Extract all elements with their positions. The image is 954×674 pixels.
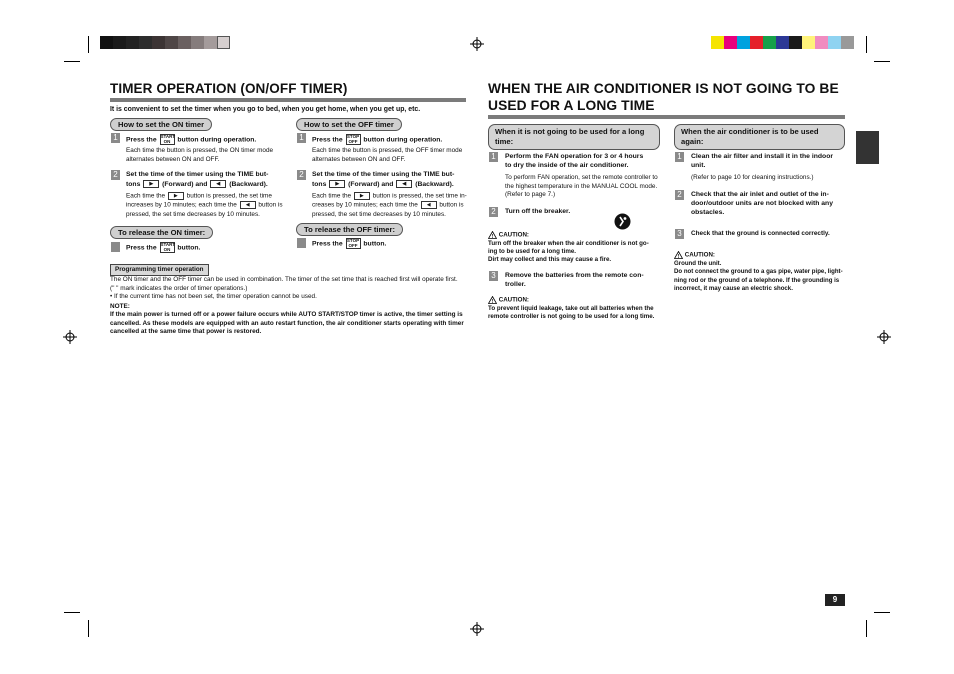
forward-button-icon: ▶ <box>354 192 370 200</box>
bullet-square <box>111 242 120 252</box>
crop-mark <box>874 61 890 62</box>
again-step1-desc: (Refer to page 10 for cleaning instructions.) <box>691 174 814 181</box>
on-timer-button-icon: START ON <box>160 242 176 252</box>
release-on-timer-heading: To release the ON timer: <box>110 226 213 239</box>
step-number: 2 <box>489 207 498 217</box>
forward-button-icon: ▶ <box>168 192 184 200</box>
intro-text: It is convenient to set the timer when you go to bed, when you get home, when you get up, etc. <box>110 106 421 113</box>
not-used-step3: Remove the batteries from the remote con- troller. <box>505 272 644 288</box>
again-step1: Clean the air filter and install it in the indoor unit. <box>691 153 833 169</box>
programming-timer-text: The ON timer and the OFF timer can be used in combination. The timer of the set time that is reached first will operate first. (" " mark indicates the order of timer operations.) • If the current time has not been set, the timer operation cannot be used. <box>110 276 458 301</box>
off-step1-text: Press the STOP OFF button during operation. <box>312 134 443 144</box>
step-number: 3 <box>489 271 498 281</box>
section-tab <box>856 131 879 164</box>
on-step2-desc: Each time the ▶ button is pressed, the set time increases by 10 minutes; each time the ◀ button is pressed, the set time decreases by 10 minutes. <box>126 192 283 218</box>
not-used-step1: Perform the FAN operation for 3 or 4 hours to dry the inside of the air conditioner. <box>505 153 644 169</box>
again-step3: Check that the ground is connected correctly. <box>691 230 830 237</box>
on-step1-text: Press the START ON button during operation. <box>126 134 257 144</box>
caution-label: ! CAUTION: <box>674 251 715 260</box>
forward-button-icon: ▶ <box>143 180 159 188</box>
svg-text:!: ! <box>491 298 494 304</box>
registration-mark-icon <box>470 622 484 636</box>
step-number: 1 <box>111 133 120 143</box>
bullet-square <box>297 238 306 248</box>
used-again-heading: When the air conditioner is to be used again: <box>674 124 845 150</box>
backward-button-icon: ◀ <box>240 201 256 209</box>
on-timer-button-icon: START ON <box>160 134 176 144</box>
again-step2: Check that the air inlet and outlet of the in- door/outdoor units are not blocked with any obstacles. <box>691 191 833 216</box>
svg-text:!: ! <box>677 253 680 259</box>
crop-mark <box>866 620 867 637</box>
caution-label: ! CAUTION: <box>488 296 529 305</box>
backward-button-icon: ◀ <box>421 201 437 209</box>
forward-button-icon: ▶ <box>329 180 345 188</box>
section-title: WHEN THE AIR CONDITIONER IS NOT GOING TO BE USED FOR A LONG TIME <box>488 81 839 113</box>
step-number: 1 <box>297 133 306 143</box>
step-number: 1 <box>489 152 498 162</box>
caution-label: ! CAUTION: <box>488 231 529 240</box>
on-step2-text: Set the time of the timer using the TIME but- tons ▶ (Forward) and ◀ (Backward). <box>126 171 269 188</box>
registration-mark-icon <box>877 330 891 344</box>
not-used-heading: When it is not going to be used for a long time: <box>488 124 660 150</box>
programming-timer-heading: Programming timer operation <box>110 264 209 276</box>
caution-text: Ground the unit. Do not connect the ground to a gas pipe, water pipe, light- ning rod or the ground of a telephone. If the grounding is incorrect, it may cause an electric shock. <box>674 260 843 293</box>
step-number: 2 <box>297 170 306 180</box>
step-number: 2 <box>111 170 120 180</box>
warning-icon <box>488 296 497 304</box>
off-timer-heading: How to set the OFF timer <box>296 118 402 131</box>
crop-mark <box>874 612 890 613</box>
caution-text: To prevent liquid leakage, take out all batteries when the remote controller is not going to be used for a long time. <box>488 305 655 321</box>
registration-mark-icon <box>63 330 77 344</box>
title-rule <box>110 98 466 102</box>
svg-text:!: ! <box>491 233 494 239</box>
caution-text: Turn off the breaker when the air conditioner is not go- ing to be used for a long time. Dirt may collect and this may cause a fire. <box>488 240 649 264</box>
warning-icon <box>488 231 497 239</box>
release-on-text: Press the START ON button. <box>126 242 201 252</box>
step-number: 1 <box>675 152 684 162</box>
note-block: NOTE: If the main power is turned off or a power failure occurs while AUTO START/STOP timer is active, the timer setting is cancelled. As these models are equipped with an auto restart function, the air conditioner starts operating with timer cancelled at the same time that power is restored. <box>110 303 464 336</box>
release-off-timer-heading: To release the OFF timer: <box>296 223 403 236</box>
step-number: 3 <box>675 229 684 239</box>
page-number: 9 <box>825 594 845 606</box>
page-title: TIMER OPERATION (ON/OFF TIMER) <box>110 81 348 96</box>
off-timer-button-icon: STOP OFF <box>346 238 360 248</box>
off-step1-desc: Each time the button is pressed, the OFF timer mode alternates between ON and OFF. <box>312 147 463 163</box>
crop-mark <box>64 612 80 613</box>
backward-button-icon: ◀ <box>396 180 412 188</box>
registration-mark-icon <box>470 37 484 51</box>
breaker-icon <box>614 213 631 230</box>
not-used-step2: Turn off the breaker. <box>505 208 571 215</box>
crop-mark <box>866 36 867 53</box>
not-used-step1-desc: To perform FAN operation, set the remote controller to the highest temperature in the MANUAL COOL mode. (Refer to page 7.) <box>505 174 658 199</box>
crop-mark <box>88 620 89 637</box>
crop-mark <box>88 36 89 53</box>
off-step2-text: Set the time of the timer using the TIME but- tons ▶ (Forward) and ◀ (Backward). <box>312 171 455 188</box>
on-step1-desc: Each time the button is pressed, the ON timer mode alternates between ON and OFF. <box>126 147 274 163</box>
backward-button-icon: ◀ <box>210 180 226 188</box>
release-off-text: Press the STOP OFF button. <box>312 238 387 248</box>
title-rule <box>488 115 845 119</box>
off-step2-desc: Each time the ▶ button is pressed, the set time in- creases by 10 minutes; each time the ◀ button is pressed, the set time decreases by 10 minutes. <box>312 192 467 218</box>
step-number: 2 <box>675 190 684 200</box>
on-timer-heading: How to set the ON timer <box>110 118 212 131</box>
off-timer-button-icon: STOP OFF <box>346 134 360 144</box>
warning-icon <box>674 251 683 259</box>
crop-mark <box>64 61 80 62</box>
